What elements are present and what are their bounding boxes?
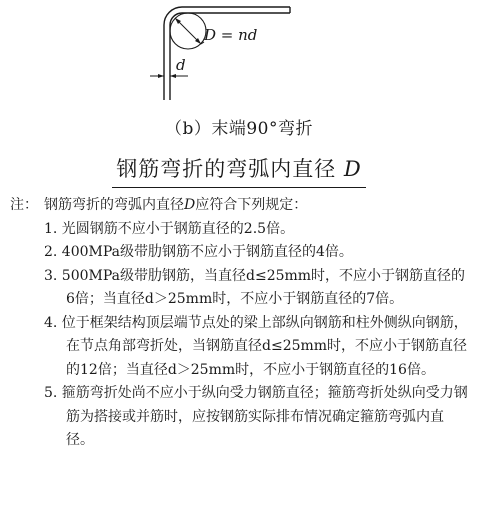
notes-prefix: 注：: [10, 197, 38, 213]
intro-symbol: D: [184, 197, 196, 213]
notes-block: [10, 194, 470, 453]
title-symbol: D: [343, 157, 362, 181]
notes-intro-text: [44, 194, 307, 218]
figure-caption: （b）末端90°弯折: [164, 119, 313, 139]
rebar-bend-diagram: [130, 0, 330, 112]
bar-diameter-label: d: [176, 56, 186, 74]
section-title: [0, 153, 478, 188]
note-item-5: 5. 箍筋弯折处尚不应小于纵向受力钢筋直径；箍筋弯折处纵向受力钢筋为搭接或并筋时，应按钢筋实际排布情况确定箍筋弯弧内直径。: [44, 385, 468, 448]
note-item-4: 4. 位于框架结构顶层端节点处的梁上部纵向钢筋和柱外侧纵向钢筋，在节点角部弯折处，当钢筋直径d≤25mm时，不应小于钢筋直径的12倍；当直径d＞25mm时，不应小于钢筋直径的16倍。: [44, 314, 468, 378]
intro-before: 钢筋弯折的弯弧内直径: [44, 197, 184, 213]
section-title-text: [112, 153, 366, 188]
title-main: 钢筋弯折的弯弧内直径: [116, 157, 337, 181]
intro-after: 应符合下列规定：: [195, 197, 308, 213]
notes-intro: [10, 194, 470, 218]
note-item-3: 3. 500MPa级带肋钢筋，当直径d≤25mm时，不应小于钢筋直径的6倍；当直径d＞25mm时，不应小于钢筋直径的7倍。: [44, 267, 466, 307]
rebar-bend-figure: [130, 0, 330, 112]
bend-diameter-formula: D = nd: [204, 26, 258, 44]
note-item-2: 2. 400MPa级带肋钢筋不应小于钢筋直径的4倍。: [44, 244, 353, 260]
note-item-1: 1. 光圆钢筋不应小于钢筋直径的2.5倍。: [44, 220, 295, 237]
